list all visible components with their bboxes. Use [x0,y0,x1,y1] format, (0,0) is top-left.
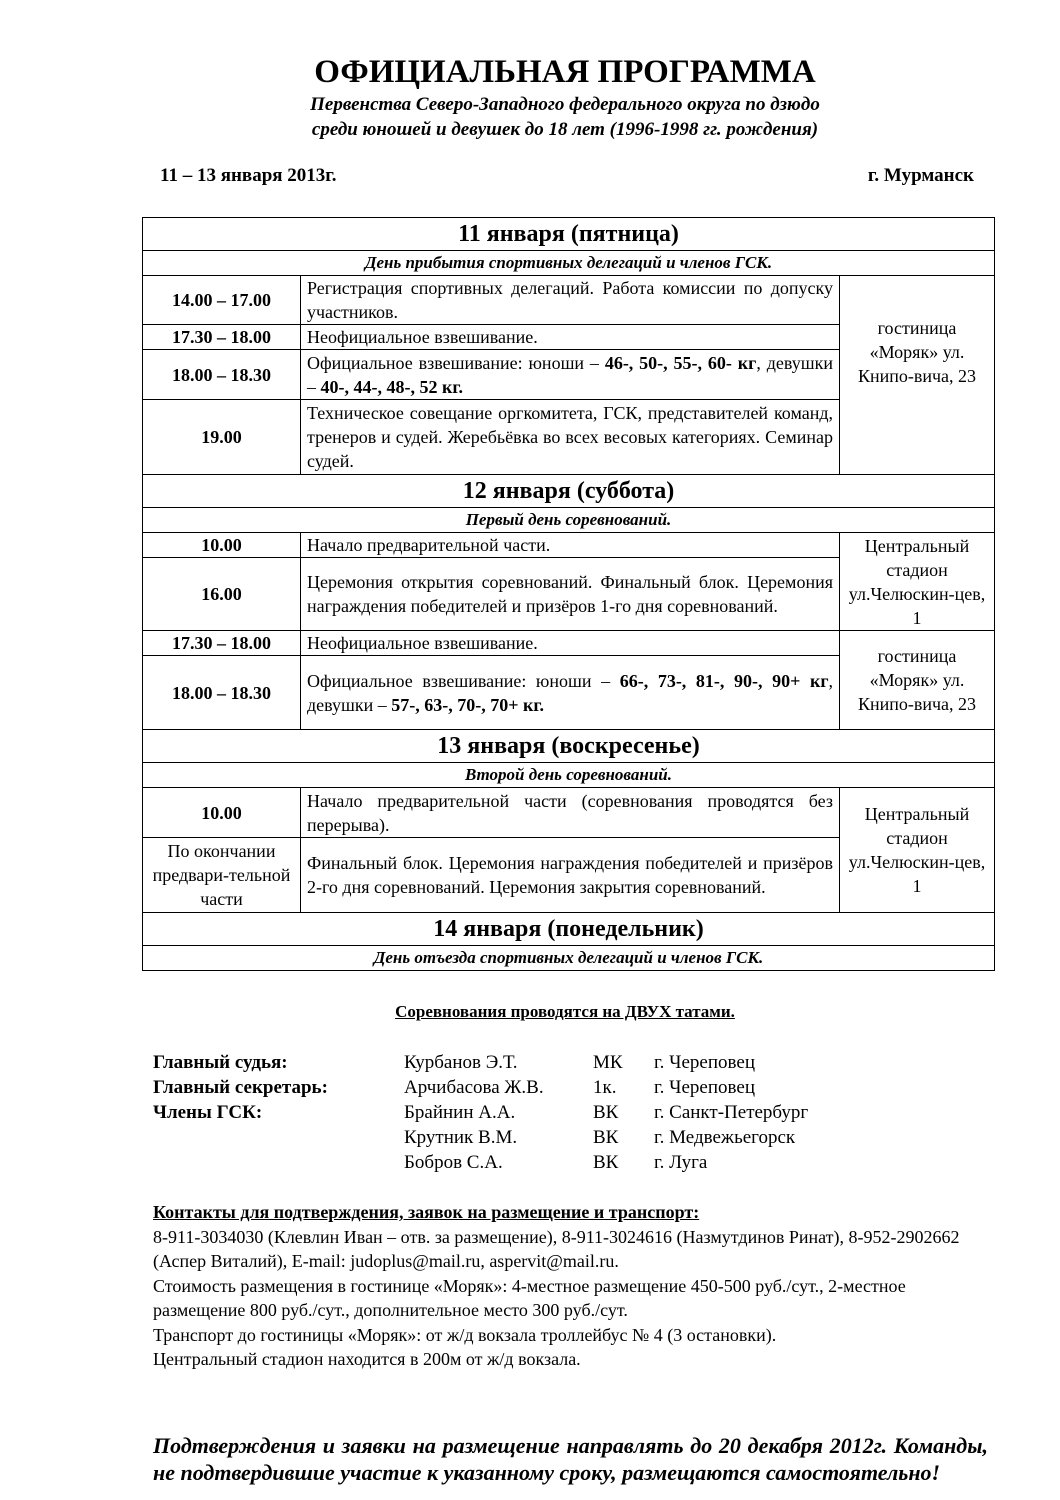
subtitle-line-2: среди юношей и девушек до 18 лет (1996-1998 гг. рождения) [311,119,819,140]
schedule-time: 19.00 [143,400,301,475]
schedule-time: 18.00 – 18.30 [143,350,301,400]
schedule-venue: Центральный стадион ул.Челюскин-цев, 1 [840,533,995,631]
official-name: Бобров С.А. [404,1152,503,1173]
day-header: 11 января (пятница) [143,218,995,251]
event-city: г. Мурманск [867,165,974,186]
official-name: Курбанов Э.Т. [404,1052,518,1073]
subtitle-line-1: Первенства Северо-Западного федерального округа по дзюдо [310,94,820,115]
official-role: Члены ГСК: [153,1102,263,1123]
schedule-time: 17.30 – 18.00 [143,631,301,656]
official-rank: МК [593,1052,623,1073]
day-header: 14 января (понедельник) [143,913,995,946]
day-subheader: Первый день соревнований. [143,508,995,533]
official-name: Брайнин А.А. [404,1102,516,1123]
schedule-table [142,217,995,971]
schedule-venue: Центральный стадион ул.Челюскин-цев, 1 [840,788,995,913]
day-subheader: День отъезда спортивных делегаций и членов ГСК. [143,946,995,971]
official-city: г. Луга [654,1152,708,1173]
schedule-description: Финальный блок. Церемония награждения победителей и призёров 2-го дня соревнований. Церемония закрытия соревнований. [301,838,840,913]
schedule-description: Начало предварительной части (соревнования проводятся без перерыва). [301,788,840,838]
transport-info: Транспорт до гостиницы «Моряк»: от ж/д вокзала троллейбус № 4 (3 остановки). [153,1324,777,1345]
day-header: 13 января (воскресенье) [143,730,995,763]
official-rank: ВК [593,1102,619,1123]
official-name: Крутник В.М. [404,1127,518,1148]
schedule-venue: гостиница «Моряк» ул. Книпо-вича, 23 [840,631,995,730]
schedule-time: 16.00 [143,558,301,631]
day-subheader: Второй день соревнований. [143,763,995,788]
contacts-phones: 8-911-3034030 (Клевлин Иван – отв. за размещение), 8-911-3024616 (Назмутдинов Ринат), 8-952-2902662 (Аспер Виталий), E-mail: judoplus@mail.ru, aspervit@mail.ru. [153,1226,960,1271]
stadium-location: Центральный стадион находится в 200м от ж/д вокзала. [153,1349,581,1369]
schedule-time: 14.00 – 17.00 [143,276,301,325]
schedule-description: Начало предварительной части. [301,533,840,558]
event-dates: 11 – 13 января 2013г. [160,165,337,186]
schedule-time: 18.00 – 18.30 [143,656,301,730]
schedule-venue: гостиница «Моряк» ул. Книпо-вича, 23 [840,276,995,475]
contacts-heading: Контакты для подтверждения, заявок на размещение и транспорт: [153,1202,700,1222]
schedule-description: Регистрация спортивных делегаций. Работа комиссии по допуску участников. [301,276,840,325]
day-header: 12 января (суббота) [143,475,995,508]
schedule-time: 10.00 [143,533,301,558]
official-city: г. Медвежьегорск [654,1127,796,1148]
official-name: Арчибасова Ж.В. [404,1077,544,1098]
schedule-time: По окончании предвари-тельной части [143,838,301,913]
schedule-description: Церемония открытия соревнований. Финальный блок. Церемония награждения победителей и призёров 1-го дня соревнований. [301,558,840,631]
contacts-block [153,1200,988,1372]
schedule-time: 10.00 [143,788,301,838]
official-city: г. Череповец [654,1052,755,1073]
official-role: Главный судья: [153,1052,288,1073]
official-rank: ВК [593,1152,619,1173]
schedule-description: Неофициальное взвешивание. [301,631,840,656]
deadline-notice: Подтверждения и заявки на размещение направлять до 20 декабря 2012г. Команды, не подтвердившие участие к указанному сроку, размещаются самостоятельно! [153,1433,988,1485]
day-subheader: День прибытия спортивных делегаций и членов ГСК. [143,251,995,276]
official-city: г. Череповец [654,1077,755,1098]
accommodation-cost: Стоимость размещения в гостинице «Моряк»: 4-местное размещение 450-500 руб./сут., 2-местное размещение 800 руб./сут., дополнительное место 300 руб./сут. [153,1275,906,1320]
schedule-description: Неофициальное взвешивание. [301,325,840,350]
schedule-description: Техническое совещание оргкомитета, ГСК, представителей команд, тренеров и судей. Жеребьёвка во всех весовых категориях. Семинар судей. [301,400,840,475]
official-city: г. Санкт-Петербург [654,1102,809,1123]
schedule-time: 17.30 – 18.00 [143,325,301,350]
page-title: ОФИЦИАЛЬНАЯ ПРОГРАММА [314,54,816,90]
official-rank: ВК [593,1127,619,1148]
schedule-description: Официальное взвешивание: юноши – 46-, 50-, 55-, 60- кг, девушки – 40-, 44-, 48-, 52 кг. [301,350,840,400]
tatami-notice: Соревнования проводятся на ДВУХ татами. [395,1002,735,1021]
official-rank: 1к. [593,1077,617,1098]
schedule-description: Официальное взвешивание: юноши – 66-, 73-, 81-, 90-, 90+ кг, девушки – 57-, 63-, 70-, 70+ кг. [301,656,840,730]
official-role: Главный секретарь: [153,1077,328,1098]
